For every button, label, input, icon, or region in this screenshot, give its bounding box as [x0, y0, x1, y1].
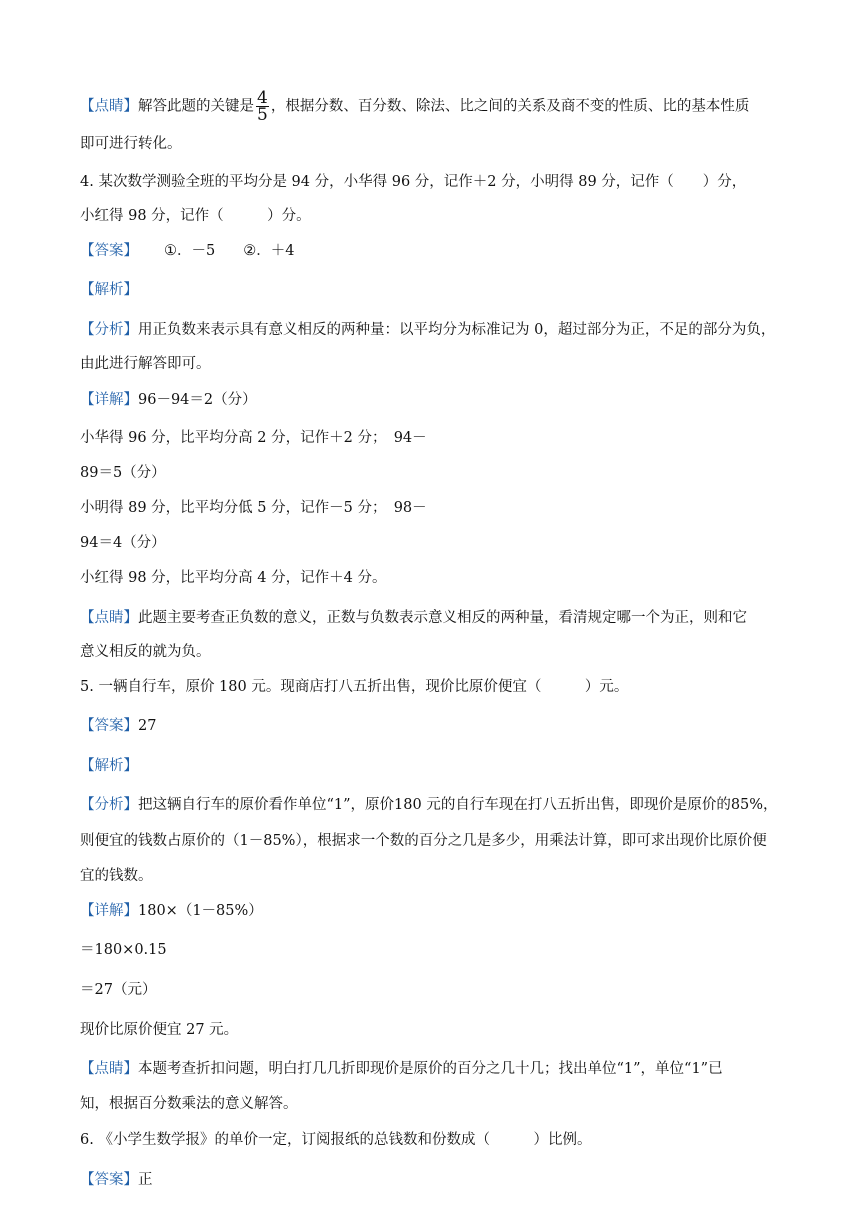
detail-text: 96－94＝2（分） [138, 392, 257, 408]
q4-fenxi-line2: 由此进行解答即可。 [80, 356, 211, 372]
fraction-denominator: 5 [257, 105, 268, 125]
q5-answer [80, 716, 156, 736]
answer-value: 正 [138, 1172, 153, 1188]
fenxi-tag: 【分析】 [80, 322, 138, 338]
q5-detail-1 [80, 901, 263, 921]
answer-value: 27 [138, 718, 157, 734]
q4-analysis-tag: 【解析】 [80, 282, 138, 298]
fenxi-text: 把这辆自行车的原价看作单位“1”，原价180 元的自行车现在打八五折出售，即现价是原价的85%， [138, 797, 778, 813]
answer-tag: 【答案】 [80, 1172, 138, 1188]
q4-detail-6: 小红得 98 分，比平均分高 4 分，记作＋4 分。 [80, 570, 387, 586]
q4-comment-line2: 意义相反的就为负。 [80, 644, 211, 660]
q5-comment-line1 [80, 1059, 723, 1079]
answer-value-2: ②．＋4 [243, 243, 295, 259]
comment-tag: 【点睛】 [80, 98, 138, 115]
answer-tag: 【答案】 [80, 718, 138, 734]
fraction-four-fifths [256, 90, 269, 123]
fenxi-tag: 【分析】 [80, 797, 138, 813]
q5-detail-3: ＝27（元） [80, 982, 157, 998]
comment-tag: 【点睛】 [80, 610, 138, 626]
detail-text: 180×（1－85%） [138, 903, 263, 919]
comment-text: 此题主要考查正负数的意义，正数与负数表示意义相反的两种量，看清规定哪一个为正，则和它 [138, 610, 747, 626]
q4-detail-1 [80, 390, 257, 410]
detail-tag: 【详解】 [80, 903, 138, 919]
q5-fenxi-line3: 宜的钱数。 [80, 868, 153, 884]
p3-comment-line1 [80, 90, 749, 123]
q5-comment-line2: 知，根据百分数乘法的意义解答。 [80, 1096, 298, 1112]
comment-text: ，根据分数、百分数、除法、比之间的关系及商不变的性质、比的基本性质 [270, 98, 750, 115]
answer-value-1: ①．－5 [164, 243, 216, 259]
q5-fenxi-line1 [80, 795, 778, 815]
q4-answer [80, 241, 294, 261]
q4-fenxi-line1 [80, 320, 775, 340]
q5-detail-4: 现价比原价便宜 27 元。 [80, 1022, 239, 1038]
q4-comment-line1 [80, 608, 747, 628]
q6-question-line1: 6. 《小学生数学报》的单价一定，订阅报纸的总钱数和份数成（ ）比例。 [80, 1132, 592, 1148]
q4-detail-2: 小华得 96 分，比平均分高 2 分，记作＋2 分； 94－ [80, 430, 427, 446]
fraction-numerator: 4 [257, 88, 268, 108]
q4-question-line1: 4. 某次数学测验全班的平均分是 94 分，小华得 96 分，记作＋2 分，小明得 89 分，记作（ ）分， [80, 174, 747, 190]
answer-tag: 【答案】 [80, 243, 138, 259]
comment-tag: 【点睛】 [80, 1061, 138, 1077]
q6-answer [80, 1170, 153, 1190]
q5-fenxi-line2: 则便宜的钱数占原价的（1－85%），根据求一个数的百分之几是多少，用乘法计算，即可求出现价比原价便 [80, 833, 767, 849]
q5-analysis-tag: 【解析】 [80, 758, 138, 774]
q4-detail-4: 小明得 89 分，比平均分低 5 分，记作－5 分； 98－ [80, 500, 427, 516]
fenxi-text: 用正负数来表示具有意义相反的两种量：以平均分为标准记为 0，超过部分为正，不足的部分为负， [138, 322, 776, 338]
p3-comment-line2: 即可进行转化。 [80, 136, 182, 152]
comment-text: 本题考查折扣问题，明白打几几折即现价是原价的百分之几十几；找出单位“1”，单位“1”已 [138, 1061, 723, 1077]
q4-detail-5: 94＝4（分） [80, 535, 166, 551]
q4-detail-3: 89＝5（分） [80, 465, 166, 481]
q5-question-line1: 5. 一辆自行车，原价 180 元。现商店打八五折出售，现价比原价便宜（ ）元。 [80, 679, 629, 695]
comment-text: 解答此题的关键是 [138, 98, 254, 115]
detail-tag: 【详解】 [80, 392, 138, 408]
q5-detail-2: ＝180×0.15 [80, 942, 167, 958]
q4-question-line2: 小红得 98 分，记作（ ）分。 [80, 208, 311, 224]
